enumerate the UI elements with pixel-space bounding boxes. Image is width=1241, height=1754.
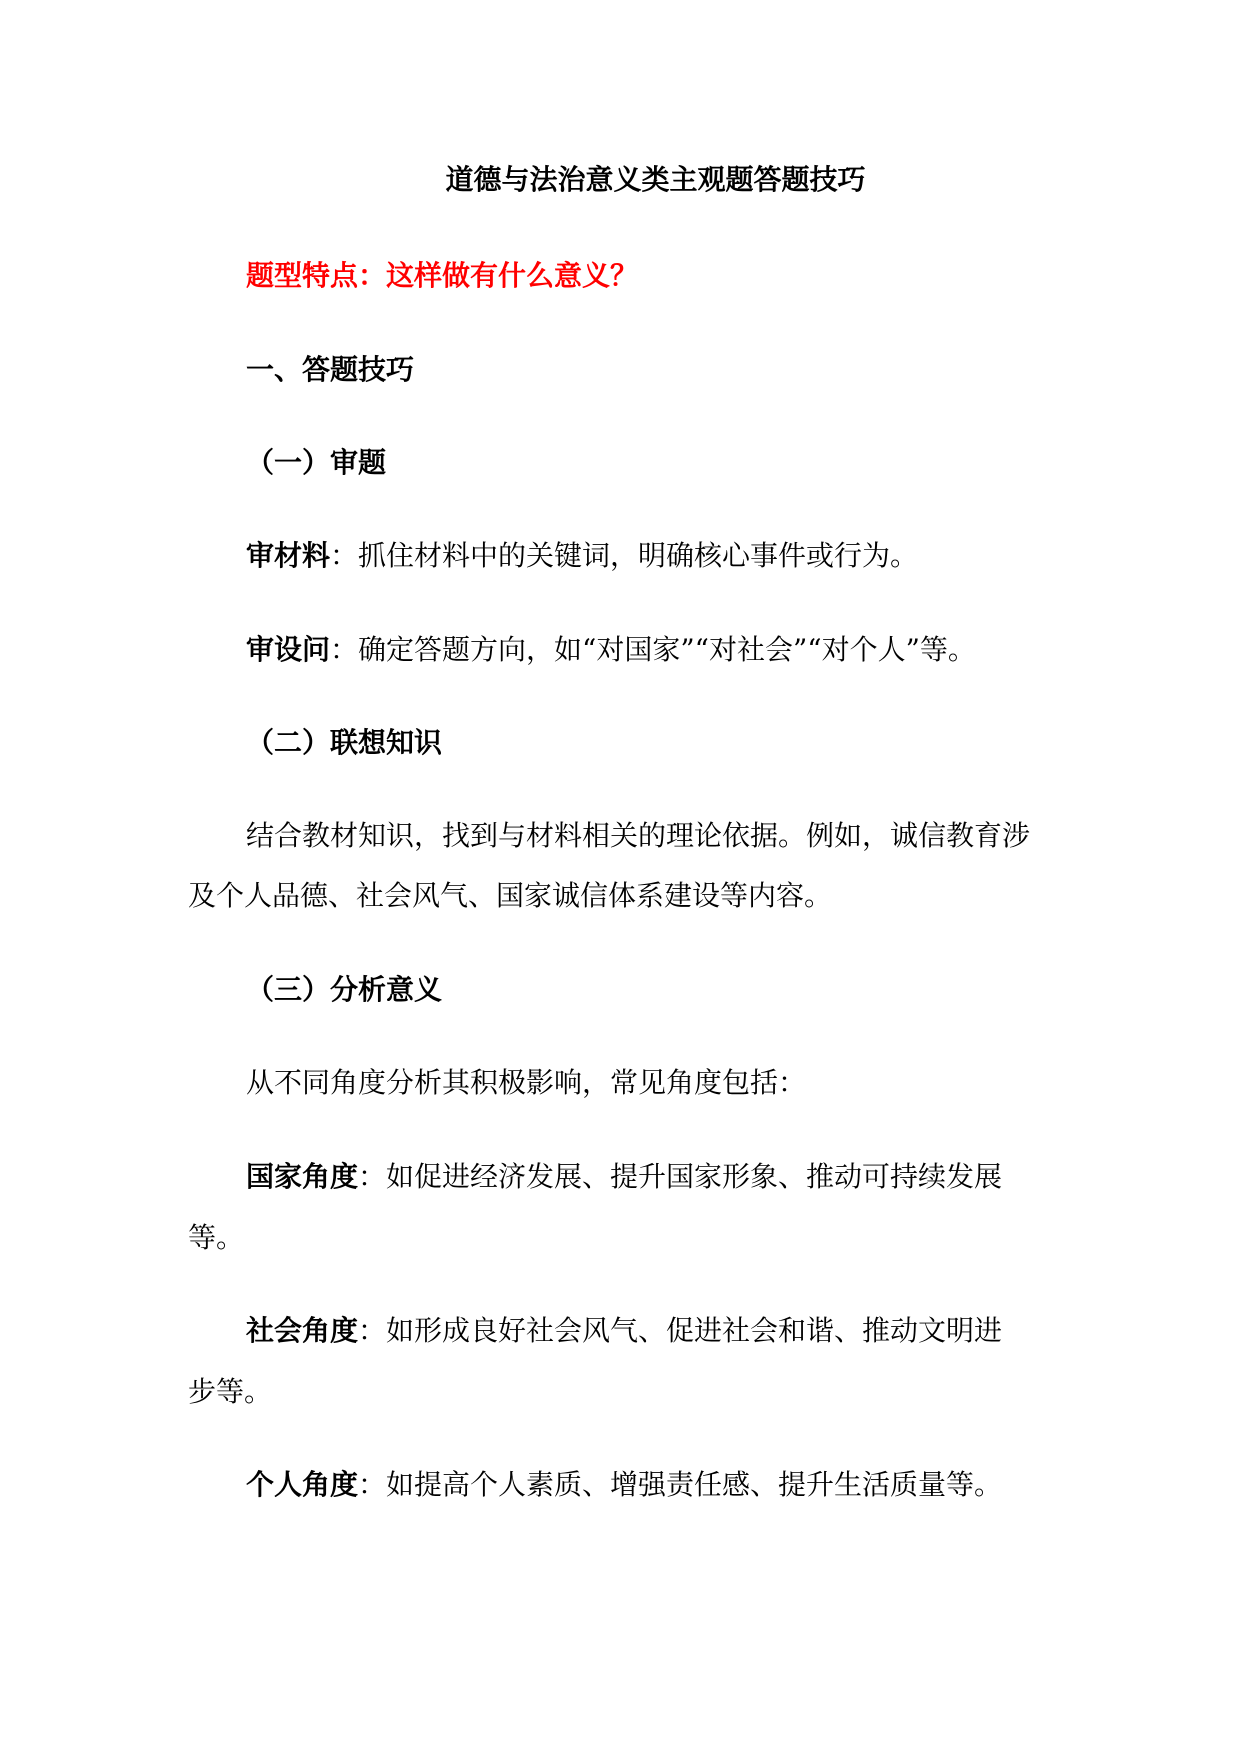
paragraph-society-line-2: 步等。 xyxy=(188,1375,273,1408)
question-label: 审设问 xyxy=(246,633,331,666)
section-heading-1: 一、答题技巧 xyxy=(246,353,415,386)
society-text: ：如形成良好社会风气、促进社会和谐、推动文明进 xyxy=(358,1314,1003,1347)
page-title: 道德与法治意义类主观题答题技巧 xyxy=(445,163,866,196)
society-label: 社会角度 xyxy=(246,1314,359,1347)
subsection-heading-1: （一）审题 xyxy=(246,446,387,479)
question-text: ：确定答题方向，如“对国家”“对社会”“对个人”等。 xyxy=(330,633,976,666)
paragraph-society-line-1 xyxy=(0,1311,1241,1351)
paragraph-knowledge-line-1: 结合教材知识，找到与材料相关的理论依据。例如，诚信教育涉 xyxy=(246,819,1031,852)
nation-label: 国家角度 xyxy=(246,1160,359,1193)
material-label: 审材料 xyxy=(246,539,331,572)
subsection-heading-3: （三）分析意义 xyxy=(246,973,443,1006)
paragraph-question xyxy=(0,630,1241,670)
paragraph-knowledge-line-2: 及个人品德、社会风气、国家诚信体系建设等内容。 xyxy=(188,879,833,912)
paragraph-material xyxy=(0,536,1241,576)
paragraph-nation-line-1 xyxy=(0,1157,1241,1197)
material-text: ：抓住材料中的关键词，明确核心事件或行为。 xyxy=(330,539,919,572)
question-type-feature: 题型特点：这样做有什么意义？ xyxy=(246,259,639,292)
personal-label: 个人角度 xyxy=(246,1468,359,1501)
nation-text: ：如促进经济发展、提升国家形象、推动可持续发展 xyxy=(358,1160,1003,1193)
subsection-heading-2: （二）联想知识 xyxy=(246,726,443,759)
paragraph-analysis-intro: 从不同角度分析其积极影响，常见角度包括： xyxy=(246,1066,807,1099)
personal-text: ：如提高个人素质、增强责任感、提升生活质量等。 xyxy=(358,1468,1003,1501)
paragraph-nation-line-2: 等。 xyxy=(188,1221,245,1254)
paragraph-personal xyxy=(0,1465,1241,1505)
